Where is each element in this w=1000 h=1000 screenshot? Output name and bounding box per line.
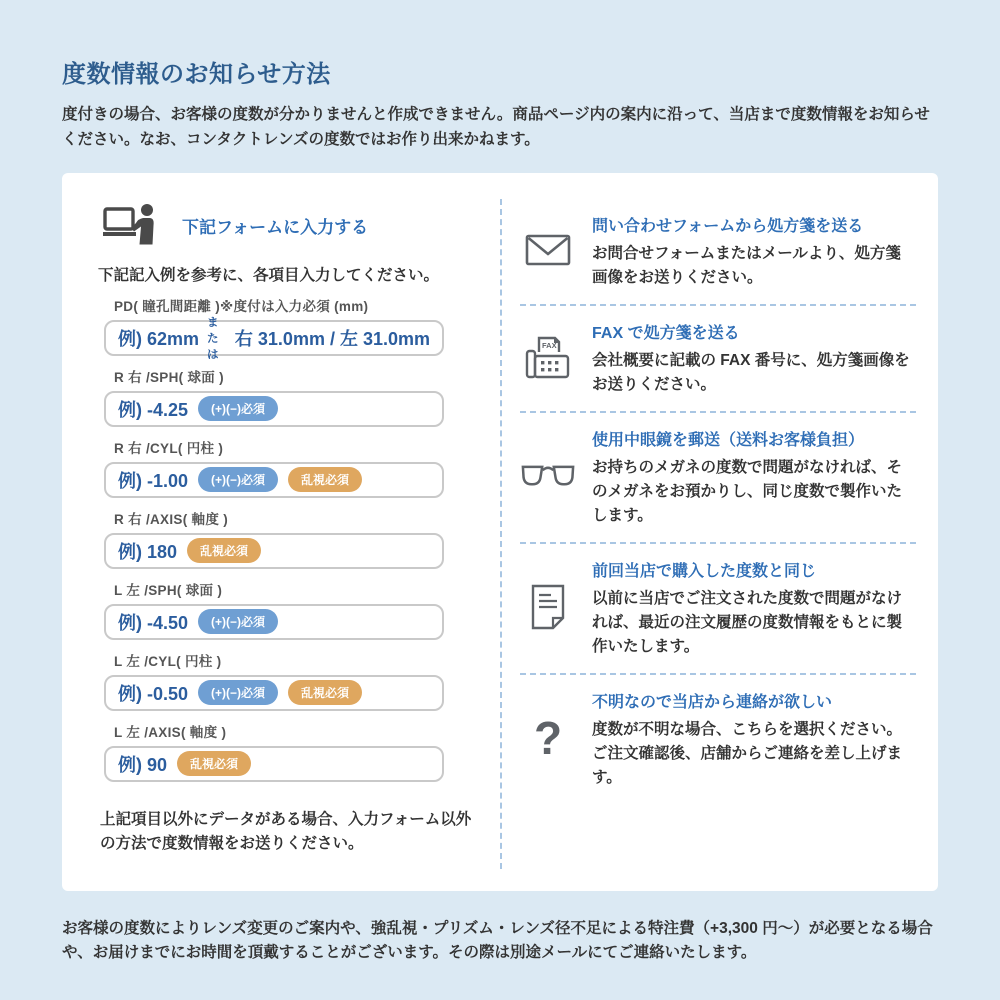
field-example-box <box>104 316 444 361</box>
form-column <box>62 199 502 869</box>
astigmatism-required-badge: 乱視必須 <box>288 680 362 705</box>
field-label: L 左 /AXIS( 軸度 ) <box>114 724 227 740</box>
field-example: 例) -0.50 <box>118 683 189 704</box>
methods-column <box>502 199 938 869</box>
method-fax <box>520 306 916 413</box>
method-title: FAX で処方箋を送る <box>592 324 740 342</box>
plus-minus-required-badge: (+)(−)必須 <box>198 467 278 492</box>
field-label: R 右 /AXIS( 軸度 ) <box>114 511 229 527</box>
method-text <box>592 318 916 397</box>
form-header <box>102 203 472 249</box>
question-icon: ? <box>533 712 563 765</box>
glasses-icon <box>520 425 576 528</box>
field-pd <box>98 295 472 361</box>
field-label: R 右 /CYL( 円柱 ) <box>114 440 224 456</box>
method-body: 以前に当店でご注文された度数で問題がなければ、最近の注文履歴の度数情報をもとに製作いたします。 <box>592 589 903 655</box>
field-example-box <box>104 462 444 498</box>
field-r-axis <box>98 508 472 569</box>
method-body: お問合せフォームまたはメールより、処方箋画像をお送りください。 <box>592 244 901 286</box>
field-example: 例) 180 <box>118 541 178 562</box>
method-title: 前回当店で購入した度数と同じ <box>592 562 817 580</box>
field-label: PD( 瞳孔間距離 )※度付は入力必須 (mm) <box>114 298 369 314</box>
method-body: 度数が不明な場合、こちらを選択ください。ご注文確認後、店舗からご連絡を差し上げます。 <box>592 720 903 786</box>
field-example-2: 右 31.0mm / 左 31.0mm <box>234 328 430 349</box>
form-instruction: 下記記入例を参考に、各項目入力してください。 <box>98 266 440 284</box>
bottom-note: お客様の度数によりレンズ変更のご案内や、強乱視・プリズム・レンズ径不足による特注費（+3,300 円〜）が必要となる場合や、お届けまでにお時間を頂戴することがございます。その際は別途メールにてご連絡いたします。 <box>62 919 933 962</box>
page-title: 度数情報のお知らせ方法 <box>62 61 331 88</box>
field-label: L 左 /CYL( 円柱 ) <box>114 653 222 669</box>
plus-minus-required-badge: (+)(−)必須 <box>198 680 278 705</box>
method-contact-form <box>520 199 916 306</box>
field-example: 例) -4.25 <box>118 399 189 420</box>
envelope-icon <box>520 211 576 290</box>
method-body: 会社概要に記載の FAX 番号に、処方箋画像をお送りください。 <box>592 351 910 393</box>
field-example-box <box>104 746 444 782</box>
astigmatism-required-badge: 乱視必須 <box>288 467 362 492</box>
fax-icon <box>520 318 576 397</box>
field-l-cyl <box>98 650 472 711</box>
method-body: お持ちのメガネの度数で問題がなければ、そのメガネをお預かりし、同じ度数で製作いたします。 <box>592 458 903 524</box>
intro-text: 度付きの場合、お客様の度数が分かりませんと作成できません。商品ページ内の案内に沿って、当店まで度数情報をお知らせください。なお、コンタクトレンズの度数ではお作り出来かねます。 <box>62 106 930 148</box>
field-example: 例) 90 <box>118 754 168 775</box>
method-text <box>592 687 916 790</box>
method-title: 問い合わせフォームから処方箋を送る <box>592 217 864 235</box>
form-footer-note: 上記項目以外にデータがある場合、入力フォーム以外の方法で度数情報をお送りください。 <box>100 810 472 853</box>
document-icon <box>520 556 576 659</box>
astigmatism-required-badge: 乱視必須 <box>177 751 251 776</box>
field-example-box <box>104 675 444 711</box>
method-text <box>592 556 916 659</box>
method-text <box>592 211 916 290</box>
field-label: R 右 /SPH( 球面 ) <box>114 369 224 385</box>
field-example-box <box>104 391 444 427</box>
method-previous-order <box>520 544 916 675</box>
method-title: 使用中眼鏡を郵送（送料お客様負担） <box>592 431 865 449</box>
field-r-sph <box>98 366 472 427</box>
field-label: L 左 /SPH( 球面 ) <box>114 582 223 598</box>
field-example-box <box>104 533 444 569</box>
method-title: 不明なので当店から連絡が欲しい <box>592 693 833 711</box>
field-example: 例) 62mm <box>118 328 200 349</box>
field-example: 例) -4.50 <box>118 612 189 633</box>
plus-minus-required-badge: (+)(−)必須 <box>198 609 278 634</box>
astigmatism-required-badge: 乱視必須 <box>187 538 261 563</box>
field-example: 例) -1.00 <box>118 470 189 491</box>
svg-text:FAX: FAX <box>542 341 557 351</box>
person-at-computer-icon <box>102 203 160 249</box>
plus-minus-required-badge: (+)(−)必須 <box>198 396 278 421</box>
field-l-axis <box>98 721 472 782</box>
method-text <box>592 425 916 528</box>
field-example-or: または <box>207 316 219 361</box>
field-r-cyl <box>98 437 472 498</box>
field-example-box <box>104 604 444 640</box>
method-unknown-contact <box>520 675 916 804</box>
info-card <box>62 173 938 891</box>
form-header-title: 下記フォームに入力する <box>182 218 369 238</box>
field-l-sph <box>98 579 472 640</box>
method-mail-glasses <box>520 413 916 544</box>
